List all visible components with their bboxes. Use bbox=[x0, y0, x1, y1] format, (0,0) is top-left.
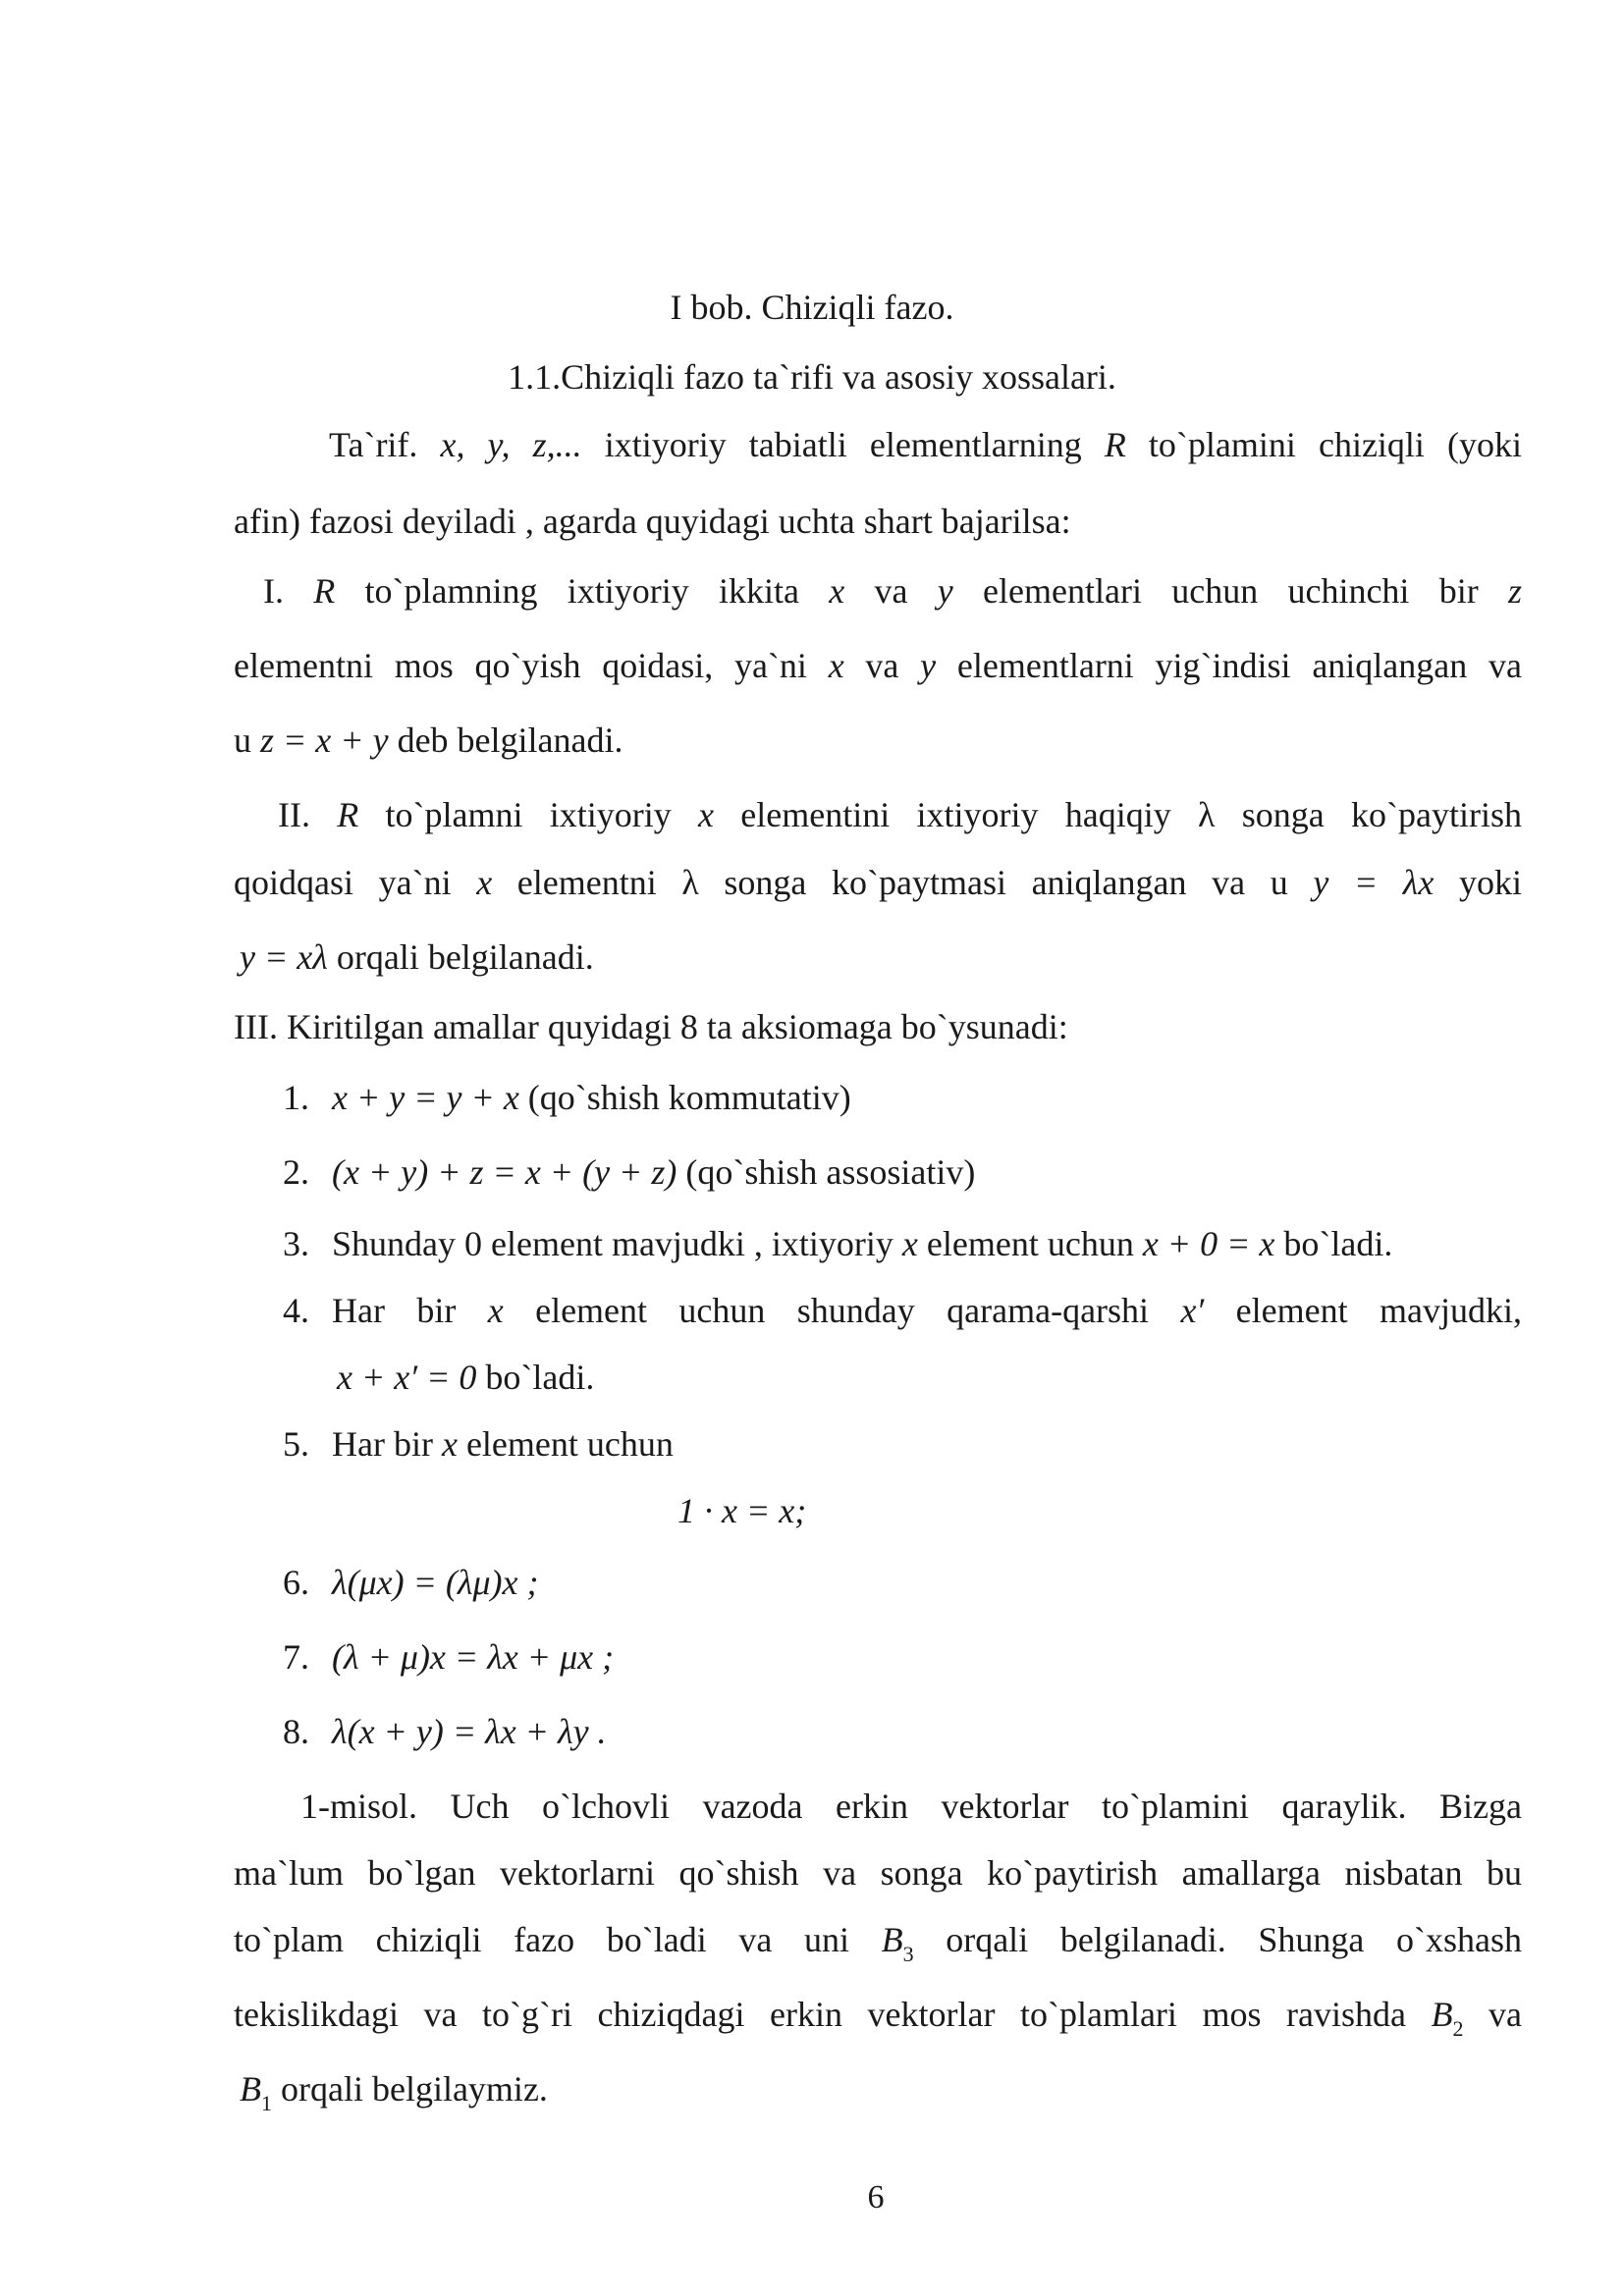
condition-1-line-1: I. R to`plamning ixtiyoriy ikkita x va y elementlari uchun uchinchi bir z bbox=[263, 571, 1522, 611]
example-line-1: 1-misol. Uch o`lchovli vazoda erkin vektorlar to`plamini qaraylik. Bizga bbox=[300, 1787, 1522, 1826]
axiom-1: 1. x + y = y + x (qo`shish kommutativ) bbox=[283, 1078, 851, 1117]
condition-1-line-2: elementni mos qo`yish qoidasi, ya`ni x va y elementlarni yig`indisi aniqlangan va bbox=[234, 646, 1522, 685]
condition-2-line-3: y = xλ orqali belgilanadi. bbox=[240, 937, 594, 977]
axiom-4: 4. Har bir x element uchun shunday qarama-qarshi x′ element mavjudki, bbox=[283, 1291, 1522, 1330]
page-number: 6 bbox=[867, 2179, 885, 2216]
definition-line-1: Ta`rif. x, y, z,... ixtiyoriy tabiatli elementlarning R to`plamini chiziqli (yoki bbox=[329, 425, 1522, 464]
axiom-2: 2. (x + y) + z = x + (y + z) (qo`shish assosiativ) bbox=[283, 1152, 976, 1192]
example-line-2: ma`lum bo`lgan vektorlarni qo`shish va songa ko`paytirish amallarga nisbatan bu bbox=[234, 1853, 1522, 1893]
condition-3: III. Kiritilgan amallar quyidagi 8 ta aksiomaga bo`ysunadi: bbox=[234, 1007, 1068, 1046]
axiom-4-formula: x + x′ = 0 bo`ladi. bbox=[337, 1358, 595, 1397]
example-line-4: tekislikdagi va to`g`ri chiziqdagi erkin vektorlar to`plamlari mos ravishda $B_2$ va bbox=[234, 1995, 1522, 2041]
axiom-6: 6. λ(μx) = (λμ)x ; bbox=[283, 1563, 539, 1602]
example-line-3: to`plam chiziqli fazo bo`ladi va uni $B_3$ orqali belgilanadi. Shunga o`xshash bbox=[234, 1920, 1522, 1966]
section-title: 1.1.Chiziqli fazo ta`rifi va asosiy xossalari. bbox=[508, 357, 1116, 397]
condition-2-line-2: qoidqasi ya`ni x elementni λ songa ko`paytmasi aniqlangan va u y = λx yoki bbox=[234, 863, 1522, 902]
axiom-3: 3. Shunday 0 element mavjudki , ixtiyoriy x element uchun x + 0 = x bo`ladi. bbox=[283, 1224, 1393, 1263]
example-line-5: $B_1$ orqali belgilaymiz. bbox=[240, 2069, 548, 2115]
definition-line-2: afin) fazosi deyiladi , agarda quyidagi uchta shart bajarilsa: bbox=[234, 502, 1071, 541]
axiom-7: 7. (λ + μ)x = λx + μx ; bbox=[283, 1637, 615, 1677]
chapter-title: I bob. Chiziqli fazo. bbox=[670, 288, 954, 327]
condition-1-line-3: u z = x + y deb belgilanadi. bbox=[234, 721, 623, 760]
axiom-8: 8. λ(x + y) = λx + λy . bbox=[283, 1712, 607, 1751]
condition-2-line-1: II. R to`plamni ixtiyoriy x elementini ixtiyoriy haqiqiy λ songa ko`paytirish bbox=[278, 795, 1522, 834]
axiom-5: 5. Har bir x element uchun bbox=[283, 1424, 674, 1464]
axiom-5-formula: 1 · x = x; bbox=[677, 1491, 807, 1530]
